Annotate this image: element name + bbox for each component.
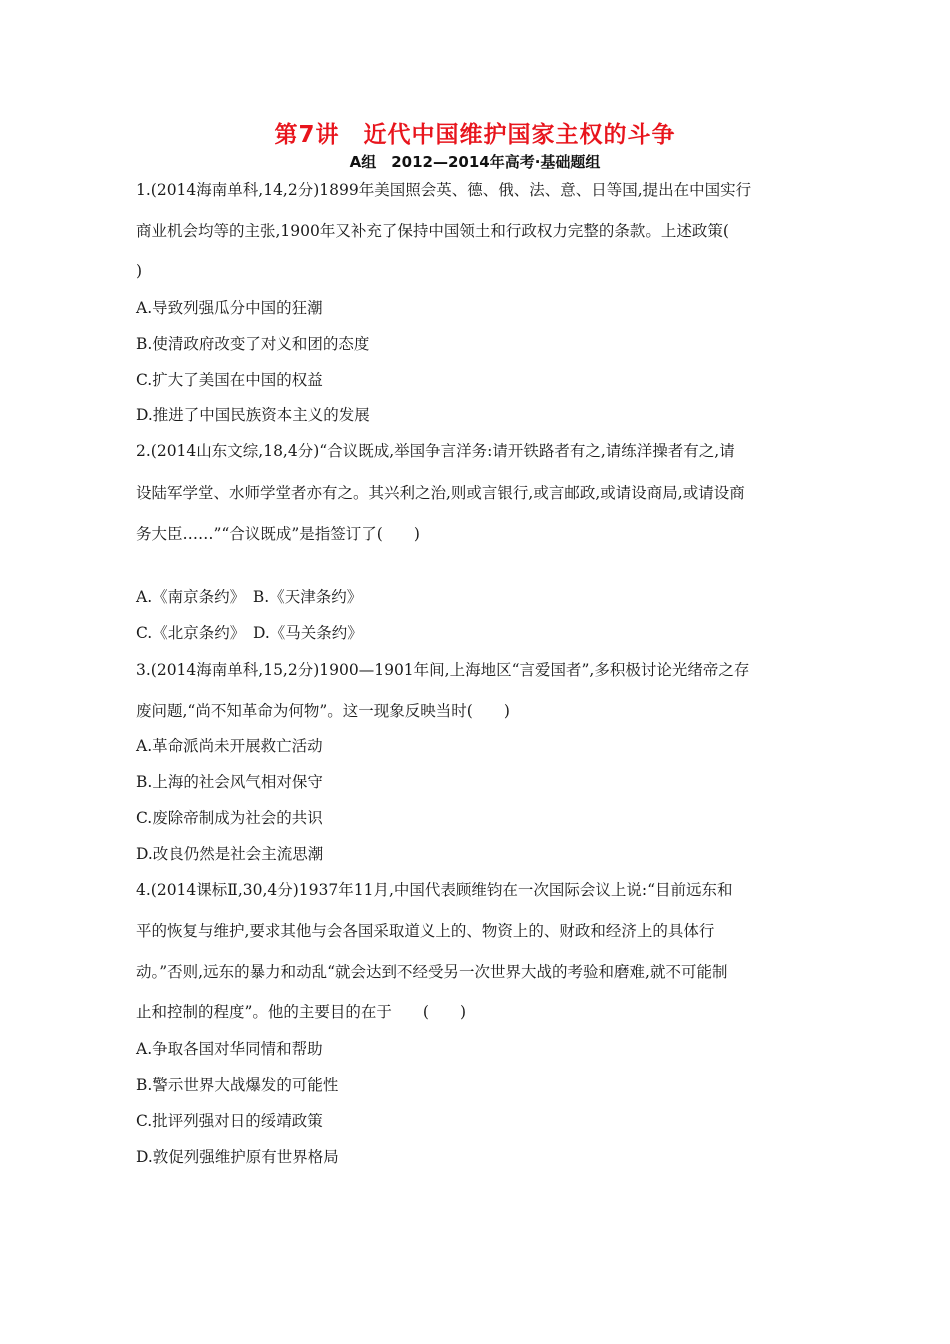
question-1-line-1: 1.(2014海南单科,14,2分)1899年美国照会英、德、俄、法、意、日等国,提出在中国实行 (136, 181, 752, 199)
page-title: 第7讲 近代中国维护国家主权的斗争 (274, 122, 676, 148)
question-3-option-d: D.改良仍然是社会主流思潮 (136, 845, 324, 863)
question-4-line-2: 平的恢复与维护,要求其他与会各国采取道义上的、物资上的、财政和经济上的具体行 (136, 922, 715, 940)
question-2-line-1: 2.(2014山东文综,18,4分)“合议既成,举国争言洋务:请开铁路者有之,请练洋操者有之,请 (136, 442, 735, 460)
question-2-options-ab: A.《南京条约》 B.《天津条约》 (136, 588, 363, 606)
question-1-option-c: C.扩大了美国在中国的权益 (136, 371, 323, 389)
question-3-option-b: B.上海的社会风气相对保守 (136, 773, 323, 791)
question-1-line-3: ) (136, 262, 143, 280)
question-2-options-cd: C.《北京条约》 D.《马关条约》 (136, 624, 363, 642)
question-2-line-2: 设陆军学堂、水师学堂者亦有之。其兴利之治,则或言银行,或言邮政,或请设商局,或请设商 (136, 484, 745, 502)
question-4-line-1: 4.(2014课标Ⅱ,30,4分)1937年11月,中国代表顾维钧在一次国际会议上说:“目前远东和 (136, 881, 733, 899)
question-4-option-c: C.批评列强对日的绥靖政策 (136, 1112, 323, 1130)
question-4-line-3: 动。”否则,远东的暴力和动乱“就会达到不经受另一次世界大战的考验和磨难,就不可能制 (136, 963, 728, 981)
question-4-option-b: B.警示世界大战爆发的可能性 (136, 1076, 339, 1094)
question-1-option-a: A.导致列强瓜分中国的狂潮 (136, 299, 323, 317)
question-3-option-a: A.革命派尚未开展救亡活动 (136, 737, 323, 755)
question-1-option-b: B.使清政府改变了对义和团的态度 (136, 335, 370, 353)
question-1-line-2: 商业机会均等的主张,1900年又补充了保持中国领土和行政权力完整的条款。上述政策( (136, 222, 729, 240)
question-2-line-3: 务大臣……”“合议既成”是指签订了( ) (136, 525, 420, 543)
question-3-line-1: 3.(2014海南单科,15,2分)1900—1901年间,上海地区“言爱国者”,多积极讨论光绪帝之存 (136, 661, 750, 679)
section-heading: A组 2012—2014年高考·基础题组 (349, 153, 601, 171)
question-1-option-d: D.推进了中国民族资本主义的发展 (136, 406, 370, 424)
question-4-option-a: A.争取各国对华同情和帮助 (136, 1040, 323, 1058)
question-3-option-c: C.废除帝制成为社会的共识 (136, 809, 323, 827)
question-3-line-2: 废问题,“尚不知革命为何物”。这一现象反映当时( ) (136, 702, 510, 720)
question-4-option-d: D.敦促列强维护原有世界格局 (136, 1148, 339, 1166)
question-4-line-4: 止和控制的程度”。他的主要目的在于 ( ) (136, 1003, 467, 1021)
